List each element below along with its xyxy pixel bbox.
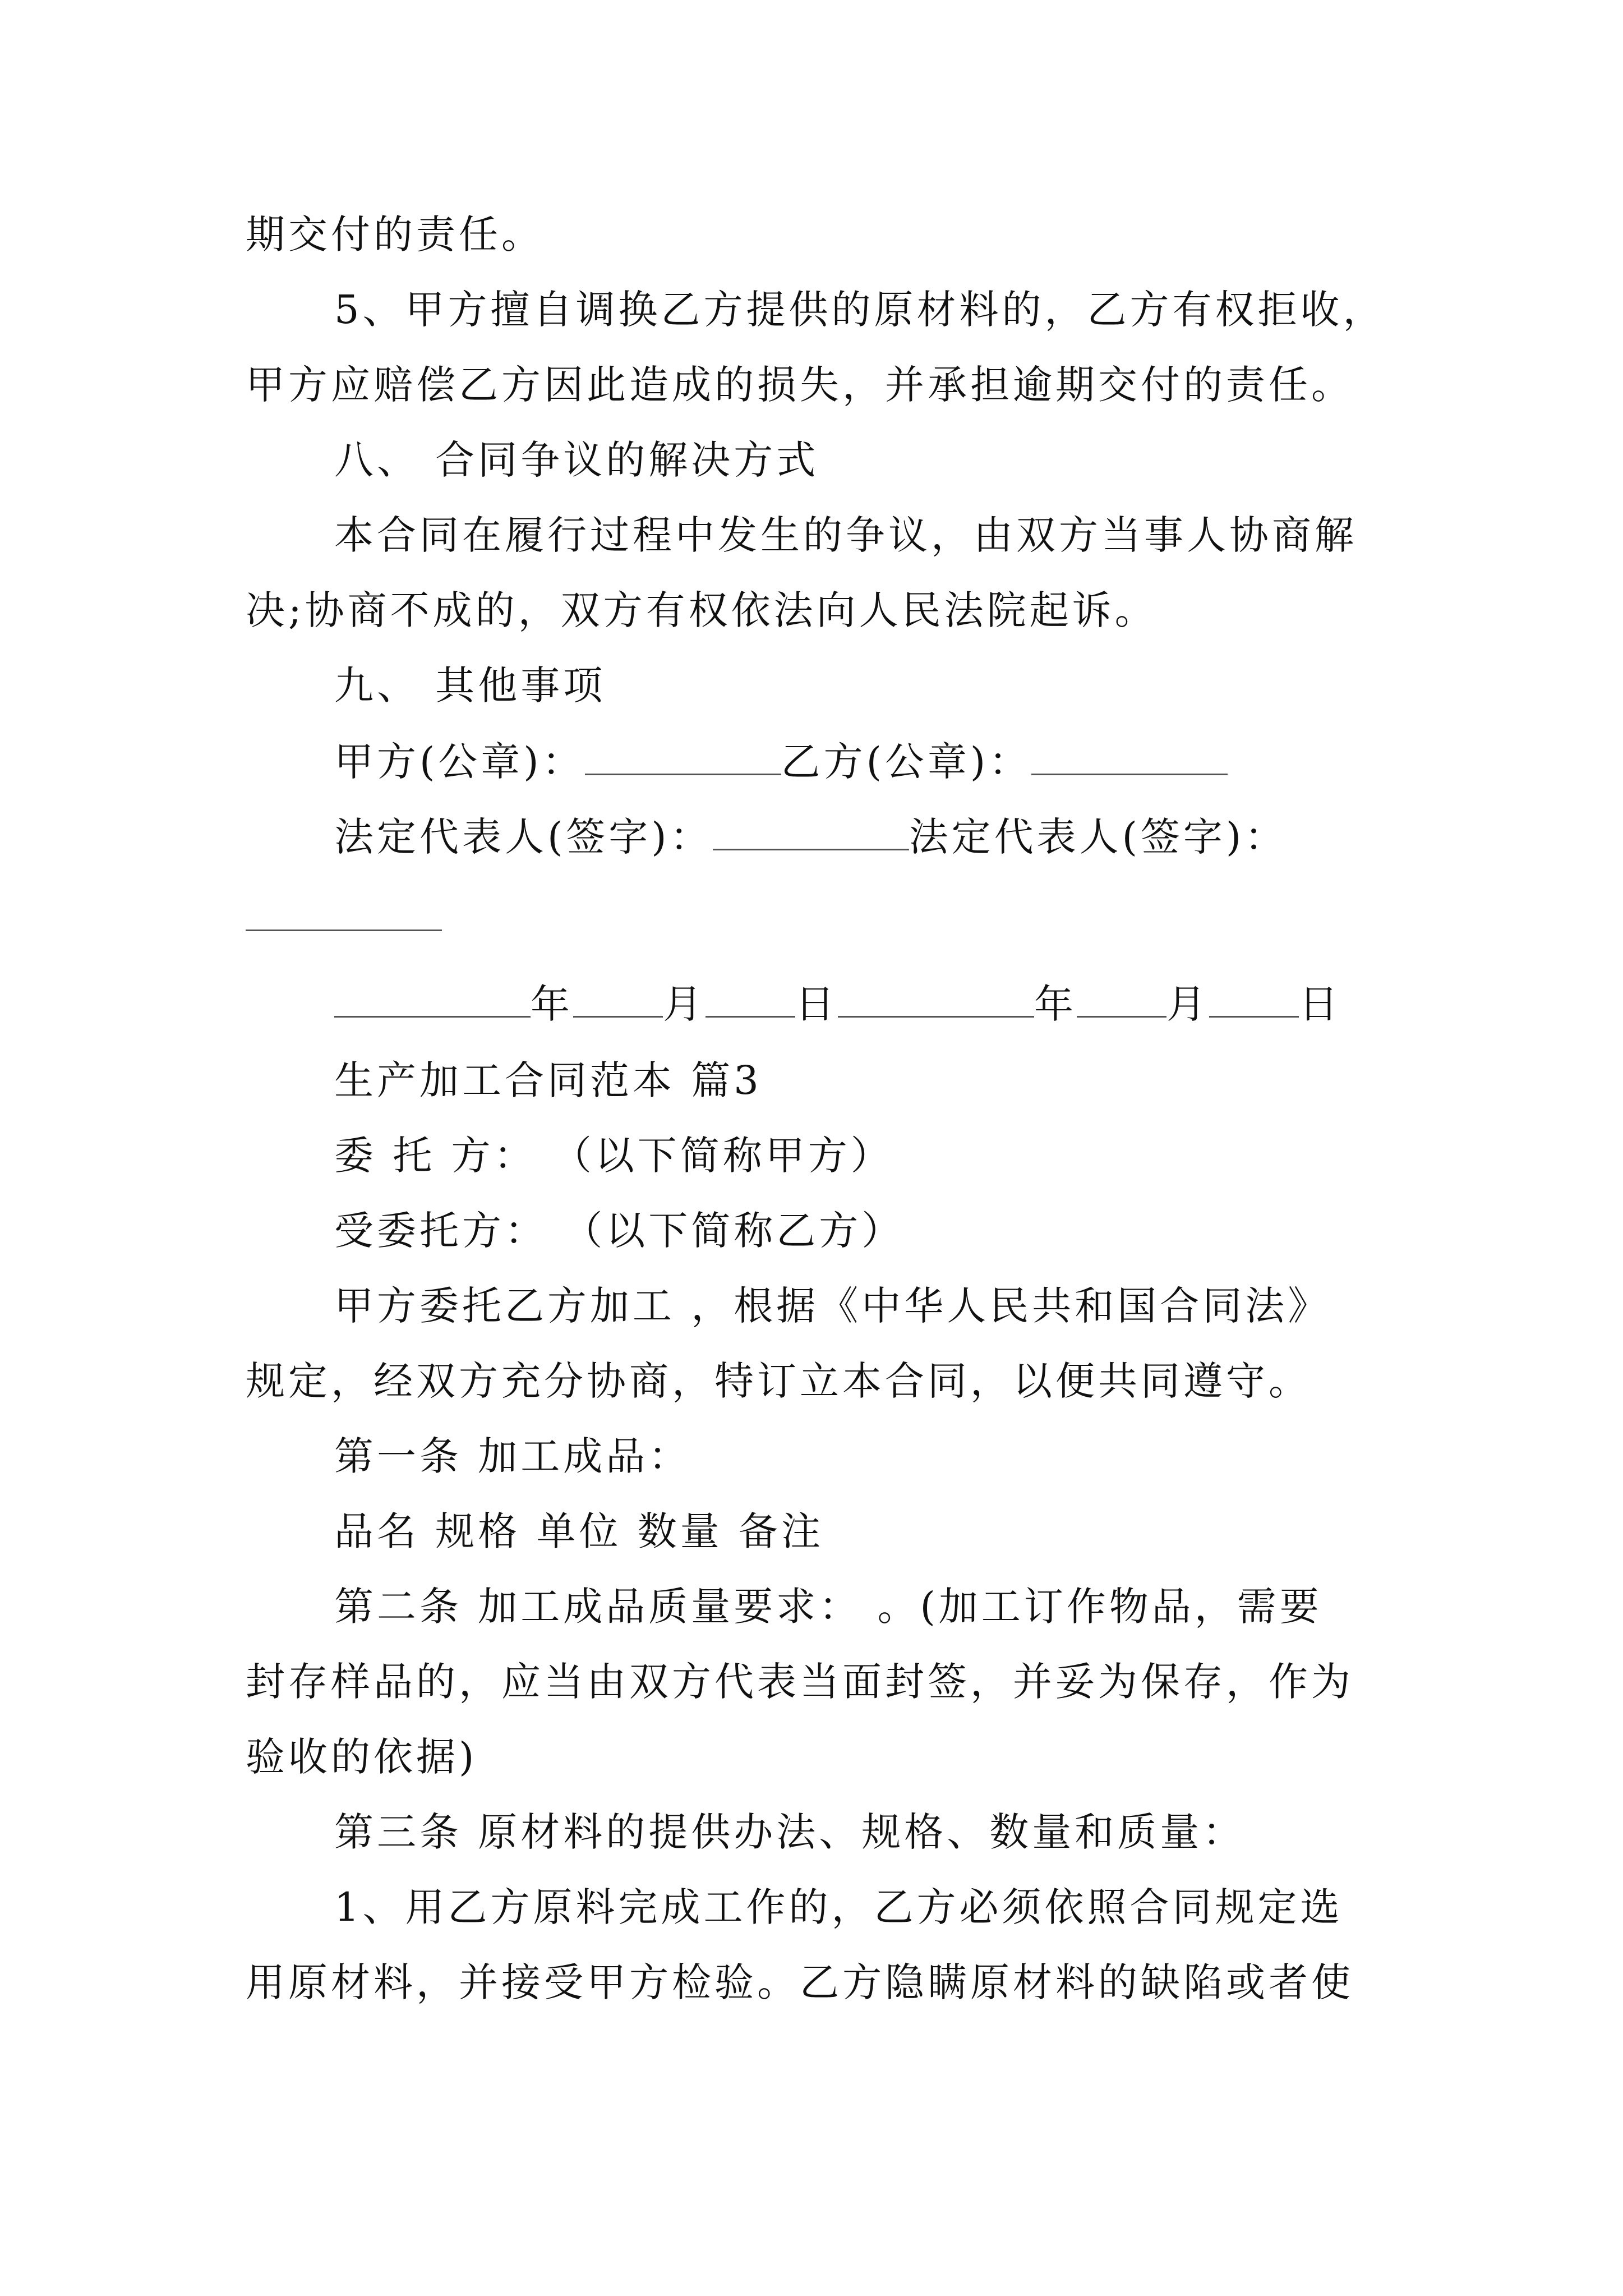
date-b-year-blank [838,982,1034,1018]
paragraph-line: 决;协商不成的，双方有权依法向人民法院起诉。 [246,587,1158,633]
party-a-seal-blank [585,740,781,775]
paragraph-line: 期交付的责任。 [246,211,544,257]
paragraph-line: 5、甲方擅自调换乙方提供的原材料的，乙方有权拒收， [334,287,1386,333]
party-b-rep-label: 法定代表人(签字)： [909,814,1288,860]
party-line: 受委托方： （以下简称乙方） [334,1208,905,1254]
paragraph-line: 甲方委托乙方加工 ，根据《中华人民共和国合同法》 [334,1283,1331,1329]
date-b-day-blank [1209,982,1299,1018]
date-line [334,982,1341,1027]
date-a-day: 日 [795,981,838,1027]
date-a-month-blank [573,982,663,1018]
section-heading: 九、 其他事项 [334,662,606,708]
section-heading: 八、 合同争议的解决方式 [334,437,819,483]
party-b-seal-blank [1031,740,1228,775]
party-b-rep-blank [246,896,442,931]
party-line: 委 托 方： （以下简称甲方） [334,1133,893,1179]
paragraph-line: 用原材料，并接受甲方检验。乙方隐瞒原材料的缺陷或者使 [246,1959,1354,2005]
paragraph-line: 规定，经双方充分协商，特订立本合同，以便共同遵守。 [246,1358,1311,1404]
date-a-year-blank [334,982,531,1018]
article-heading: 第三条 原材料的提供办法、规格、数量和质量： [334,1809,1246,1855]
seal-line [334,739,1228,784]
date-b-year: 年 [1034,981,1077,1027]
paragraph-line: 验收的依据) [246,1734,478,1780]
date-b-month-blank [1077,982,1166,1018]
article-heading: 第二条 加工成品质量要求： 。(加工订作物品，需要 [334,1584,1322,1630]
date-b-day: 日 [1299,981,1341,1027]
party-a-rep-label: 法定代表人(签字)： [334,814,713,860]
party-a-rep-blank [713,815,909,850]
signature-continuation [246,895,442,940]
party-a-seal-label: 甲方(公章)： [334,739,585,785]
paragraph-line: 甲方应赔偿乙方因此造成的损失，并承担逾期交付的责任。 [246,362,1354,408]
table-header-line: 品名 规格 单位 数量 备注 [334,1508,824,1554]
paragraph-line: 1、用乙方原料完成工作的，乙方必须依照合同规定选 [334,1884,1343,1930]
paragraph-line: 本合同在履行过程中发生的争议，由双方当事人协商解 [334,512,1357,558]
date-a-month: 月 [663,981,706,1027]
date-a-year: 年 [531,981,573,1027]
paragraph-line: 封存样品的，应当由双方代表当面封签，并妥为保存，作为 [246,1659,1354,1705]
signature-line [334,815,1287,859]
date-a-day-blank [706,982,795,1018]
contract-title: 生产加工合同范本 篇3 [334,1057,762,1103]
party-b-seal-label: 乙方(公章)： [781,739,1032,785]
article-heading: 第一条 加工成品： [334,1433,691,1479]
date-b-month: 月 [1166,981,1209,1027]
